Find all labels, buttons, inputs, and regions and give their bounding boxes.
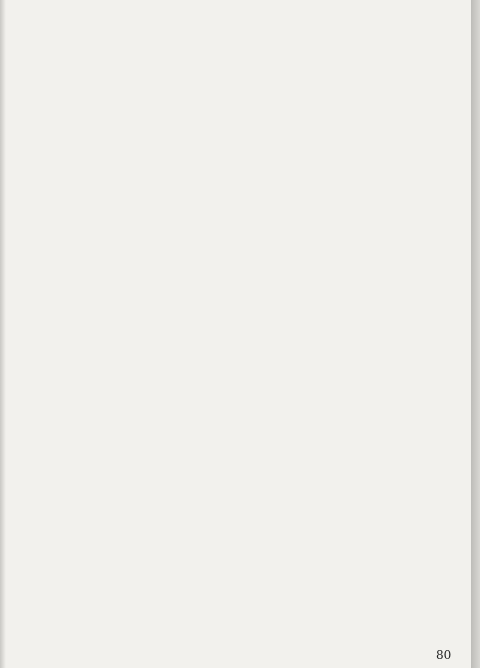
text-column (86, 6, 101, 318)
text-column (133, 6, 148, 318)
text-column (303, 338, 318, 638)
text-column (365, 6, 380, 318)
text-column (133, 338, 148, 638)
text-column (241, 338, 256, 638)
text-column (381, 6, 396, 318)
text-column (412, 338, 427, 638)
text-column (412, 6, 427, 318)
text-column (195, 338, 210, 638)
text-column (71, 6, 86, 318)
gutter-shadow (471, 0, 480, 668)
text-column (102, 338, 117, 638)
text-column (164, 6, 179, 318)
lower-text-block (0, 338, 471, 638)
text-column (210, 6, 225, 318)
text-column (71, 338, 86, 638)
text-column (350, 6, 365, 318)
upper-text-block (0, 6, 471, 318)
text-column (148, 6, 163, 318)
text-column (226, 6, 241, 318)
text-column (9, 338, 24, 638)
text-column (148, 338, 163, 638)
text-column (55, 338, 70, 638)
text-column (179, 6, 194, 318)
page-number: 80 (436, 648, 452, 662)
text-column (40, 338, 55, 638)
text-column (350, 338, 365, 638)
text-column (288, 6, 303, 318)
text-column (319, 6, 334, 318)
text-column (226, 338, 241, 638)
text-column (272, 338, 287, 638)
text-column (303, 6, 318, 318)
text-column (257, 338, 272, 638)
text-column (117, 6, 132, 318)
text-column (117, 338, 132, 638)
text-column (334, 6, 349, 318)
text-column (55, 6, 70, 318)
text-column (334, 338, 349, 638)
text-column (272, 6, 287, 318)
text-column (164, 338, 179, 638)
text-column (9, 6, 24, 318)
text-column (241, 6, 256, 318)
text-column (195, 6, 210, 318)
text-column (24, 338, 39, 638)
text-column (427, 338, 442, 638)
text-column (381, 338, 396, 638)
text-column (396, 6, 411, 318)
text-column (396, 338, 411, 638)
text-column (288, 338, 303, 638)
text-column (24, 6, 39, 318)
text-column (210, 338, 225, 638)
text-column (179, 338, 194, 638)
text-column (257, 6, 272, 318)
text-column (443, 338, 458, 638)
text-column (86, 338, 101, 638)
text-column (365, 338, 380, 638)
text-column (40, 6, 55, 318)
text-column (319, 338, 334, 638)
text-column (427, 6, 442, 318)
text-column (443, 6, 458, 318)
text-column (102, 6, 117, 318)
